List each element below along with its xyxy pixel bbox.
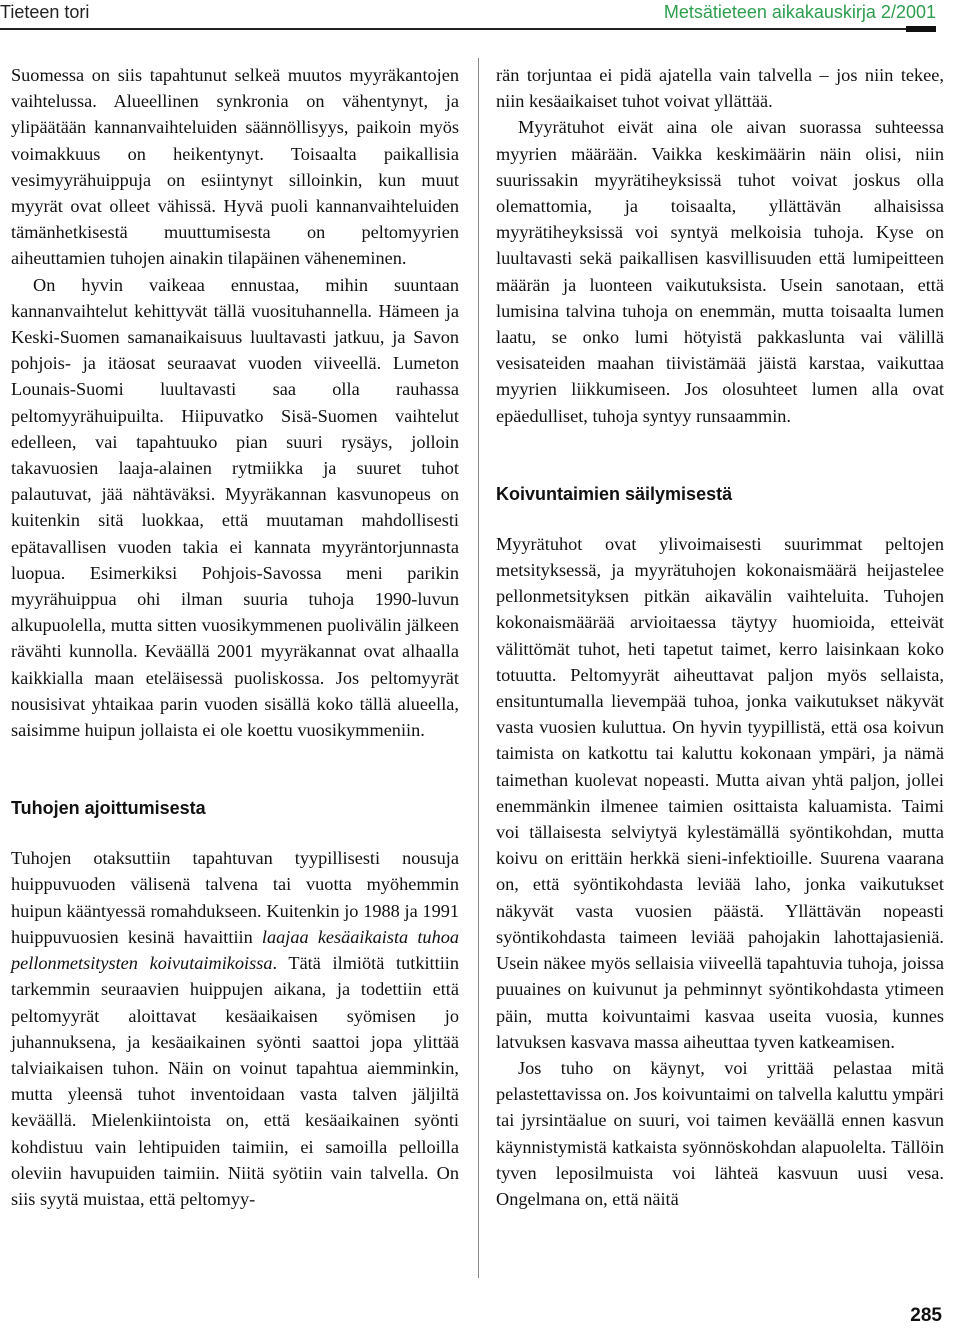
journal-title: Metsätieteen aikakauskirja 2/2001 — [663, 2, 936, 22]
column-divider — [478, 58, 479, 1278]
right-column — [496, 62, 944, 1212]
section-heading-birch: Koivuntaimien säilymisestä — [496, 483, 733, 504]
header-rule-block — [906, 26, 936, 32]
left-paragraph-3-start: Tuhojen otaksuttiin tapahtuvan tyypillisesti nousuja huippuvuoden välisenä talvena tai vuotta myöhemmin huipun kääntyessä romahdukseen. Kuitenkin jo 1988 ja 1991 huippuvuosien kesinä havaittiin — [11, 848, 459, 947]
left-paragraph-3-emphasis: laajaa kesäaikaista tuhoa pellonmetsitysten koivutaimikoissa — [11, 926, 459, 974]
right-paragraph-2: Myyrätuhot eivät aina ole aivan suorassa suhteessa myyrien määrään. Vaikka keskimäärin näin olisi, niin suurissakin myyrätiheyksissä tuhot voivat joskus olla olemattomia, ja toisaalta, yllättävän alhaisissa myyrätiheyksissä voi syntyä melkoisia tuhoja. Kyse on luultavasti sekä paikallisen kasvillisuuden että lumipeitteen määrän ja luonteen vaikutuksista. Usein sanotaan, että lumisina talvina tuhoja on enemmän, mutta toisaalta lumen laatu, se onko lumi hötyistä pakkaslunta vai välillä vesisateiden maahan tiivistämää jäistä karstaa, vaikuttaa myyrien liikkumiseen. Jos olosuhteet lumen alla ovat epäedulliset, tuhoja syntyy runsaammin. — [496, 117, 944, 426]
page-number: 285 — [910, 1305, 942, 1326]
left-paragraph-1: Suomessa on siis tapahtunut selkeä muutos myyräkantojen vaihtelussa. Alueellinen synkronia on vähentynyt, ja ylipäätään kannanvaihteluiden säännöllisyys, paikoin myös voimakkuus on heikentynyt. Toisaalta paikallisia vesimyyrähuippuja on esiintynyt silloinkin, kun muut myyrät ovat olleet vähissä. Hyvä puoli kannanvaihteluiden tämänhetkisestä muuttumisesta on peltomyyrien aiheuttamien tuhojen ainakin tilapäinen väheneminen. — [11, 65, 459, 269]
left-paragraph-3 — [11, 845, 459, 1212]
left-paragraph-3-end: . Tätä ilmiötä tutkittiin tarkemmin seuraavien huippujen aikana, ja todettiin että peltomyyrät aloittavat kesäaikaisen syömisen jo juhannuksena, ja kesäaikainen syönti saattoi jopa ylittää talviaikaisen tuhon. Näin on voinut tapahtua aiemminkin, mutta yleensä tuhot inventoidaan vasta talven jäljiltä keväällä. Mielenkiintoista on, että kesäaikainen syönti kohdistuu vain lehtipuiden taimiin, ei samoilla pelloilla oleviin havupuiden taimiin. Niitä syötiin vain talvella. On siis syytä muistaa, että peltomyy- — [11, 953, 459, 1209]
left-paragraph-2: On hyvin vaikeaa ennustaa, mihin suuntaan kannanvaihtelut kehittyvät tällä vuosituhannella. Hämeen ja Keski-Suomen samanaikaisuus luultavasti jatkuu, ja Savon pohjois- ja itäosat seuraavat vuoden viiveellä. Lumeton Lounais-Suomi luultavasti saa olla rauhassa peltomyyrähuipuilta. Hiipuvatko Sisä-Suomen vaihtelut edelleen, vai tapahtuuko pian suuri rysäys, jolloin takavuosien laaja-alainen rytmiikka ja suuret tuhot palautuvat, jää nähtäväksi. Myyräkannan kasvunopeus on kuitenkin sitä luokkaa, että muutaman mahdollisesti epätavallisen vuoden takia ei kannata myyräntorjunnasta luopua. Esimerkiksi Pohjois-Savossa meni parikin myyrähuippua ohi ilman suuria tuhoja 1990-luvun alkupuolella, mutta sitten vuosikymmenen puolivälin jälkeen rävähti kunnolla. Keväällä 2001 myyräkannat ovat alhaalla kaikkialla maan eteläisessä puoliskossa. Jos peltomyyrät nousisivat yhtaikaa parin vuoden sisällä koko tällä alueella, saisimme huipun jollaista ei ole koettu vuosikymmeniin. — [11, 274, 459, 741]
right-paragraph-1: rän torjuntaa ei pidä ajatella vain talvella – jos niin tekee, niin kesäaikaiset tuhot voivat yllättää. — [496, 65, 944, 112]
left-column — [11, 62, 459, 1212]
section-heading-timing: Tuhojen ajoittumisesta — [11, 798, 206, 819]
right-paragraph-4: Jos tuho on käynyt, voi yrittää pelastaa mitä pelastettavissa on. Jos koivuntaimi on talvella kaluttu ympäri tai jyrsintäalue on suuri, voi taimen keväällä ennen kasvun käynnistymistä katkaista syönnöskohdan alapuolelta. Tällöin tyven leposilmuista voi lähteä kasvuun uusi vesa. Ongelmana on, että näitä — [496, 1057, 944, 1209]
right-paragraph-3: Myyrätuhot ovat ylivoimaisesti suurimmat peltojen metsityksessä, ja myyrätuhojen kokonaismäärä heijastelee pellonmetsityksen pitkän aikavälin vaihteluita. Tuhojen kokonaismäärää arvioitaessa täytyy huomioida, etteivät välittömät tuhot, heti tapetut taimet, kerro laisinkaan koko totuutta. Peltomyyrät aiheuttavat paljon myös sellaista, ensituntumalla lievempää tuhoa, jonka vaikutukset näkyvät vasta vuosien kuluttua. On hyvin tyypillistä, että osa koivun taimista on katkottu tai kaluttu kokonaan ympäri, ja nämä taimethan kuolevat nopeasti. Mutta aivan yhtä paljon, jollei enemmänkin ilmenee taimien osittaista kaluamista. Taimi voi tällaisesta selviytyä kylestämällä syöntikohdan, mutta koivu on erittäin herkkä sieni-infektioille. Suurena vaarana on, että syöntikohdasta leviää laho, jonka vaikutukset näkyvät vasta vuosien päästä. Yllättävän nopeasti syöntikohdasta taimeen leviää pahojakin lahottajasieniä. Usein näkee myös sellaisia viiveellä tapahtuvia tuhoja, joissa puuaines on kuivunut ja pehminnyt syöntikohdasta ytimeen päin, mutta koivuntaimi kasvaa useita vuosia, kunnes latvuksen kasvava massa aiheuttaa tyven katkeamisen. — [496, 533, 944, 1052]
header-rule — [0, 28, 906, 30]
section-label: Tieteen tori — [0, 2, 90, 22]
